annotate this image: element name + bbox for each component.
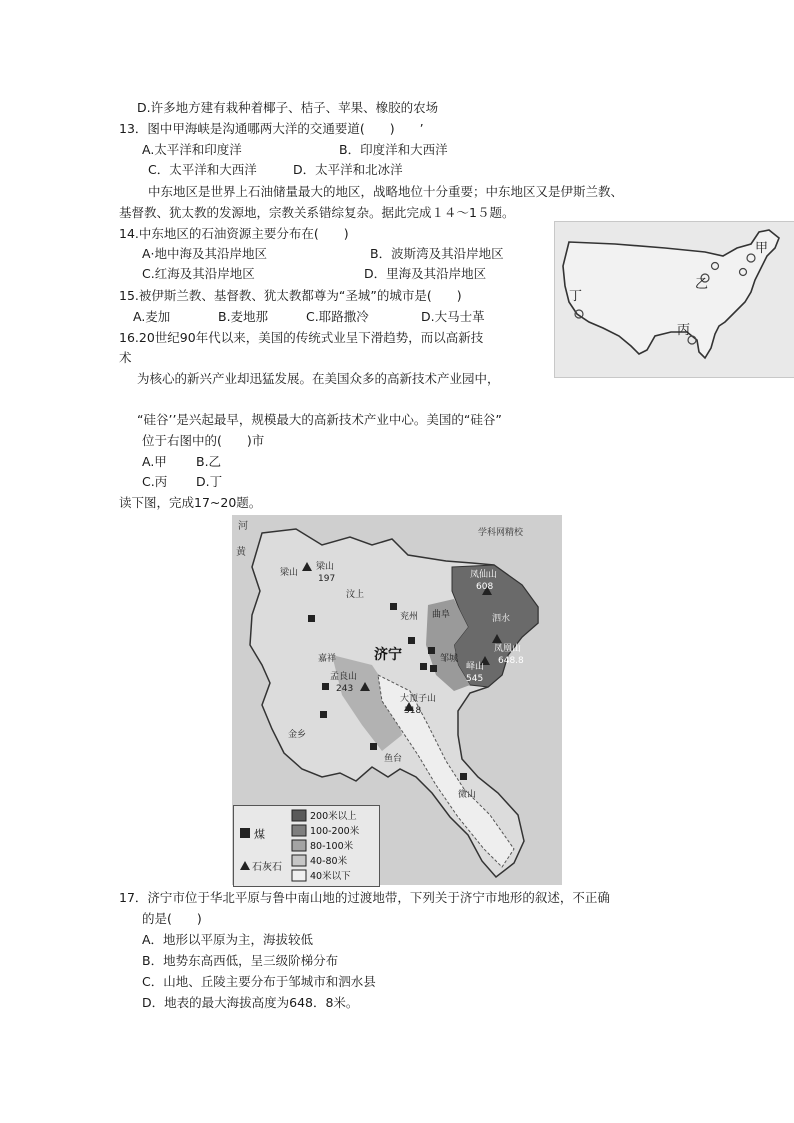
q14-option-a: A·地中海及其沿岸地区 <box>142 246 268 261</box>
q13-option-c: C．太平洋和大西洋 <box>148 162 257 177</box>
city-label-weishan: 微山 <box>458 790 477 800</box>
coal-marker <box>428 647 435 654</box>
coal-marker <box>322 683 329 690</box>
coal-marker <box>390 603 397 610</box>
q17-option-c: C．山地、丘陵主要分布于邹城市和泗水县 <box>142 974 376 989</box>
q17-line1: 17．济宁市位于华北平原与鲁中南山地的过渡地带，下列关于济宁市地形的叙述，不正确 <box>119 890 610 905</box>
q17-option-a: A．地形以平原为主，海拔较低 <box>142 932 314 947</box>
peak-elev-yishan: 545 <box>466 674 484 684</box>
peak-name-fenghuangshan: 凤凰山 <box>494 644 522 654</box>
city-label-yutai: 鱼台 <box>384 754 403 764</box>
coal-marker <box>370 743 377 750</box>
q16-line5: 位于右图中的( )市 <box>142 433 265 448</box>
legend-coal-symbol <box>240 828 250 838</box>
legend-limestone-label: 石灰石 <box>252 862 282 873</box>
legend-swatch-200 <box>292 810 306 821</box>
city-label-qufu: 曲阜 <box>432 610 451 620</box>
peak-elev-fenghuangshan: 648.8 <box>498 656 524 666</box>
q16-option-c: C.丙 <box>142 474 168 489</box>
q16-line1: 16.20世纪90年代以来，美国的传统式业呈下滑趋势，而以高新技 <box>119 330 484 345</box>
q13-option-d: D．太平洋和北冰洋 <box>293 162 403 177</box>
q14-stem: 14.中东地区的石油资源主要分布在( ) <box>119 226 349 241</box>
q17-line2: 的是( ) <box>142 911 202 926</box>
peak-name-mengliangshan: 孟良山 <box>330 672 358 682</box>
city-label-jiaxiang: 嘉祥 <box>318 654 337 664</box>
q15-option-b: B.麦地那 <box>218 309 269 324</box>
legend-band-label: 40米以下 <box>310 871 351 882</box>
coal-marker <box>420 663 427 670</box>
q16-option-d: D.丁 <box>196 474 223 489</box>
q15-stem: 15.被伊斯兰教、基督教、犹太教都尊为“圣城”的城市是( ) <box>119 288 462 303</box>
peak-name-dadingzishan: 大顶子山 <box>400 694 437 704</box>
q16-option-a: A.甲 <box>142 454 167 469</box>
peak-name-yishan: 峄山 <box>466 662 485 672</box>
peak-elev-liangshan: 197 <box>318 574 336 584</box>
legend-swatch-40 <box>292 855 306 866</box>
legend-coal-label: 煤 <box>254 828 265 841</box>
legend-band-label: 80-100米 <box>310 841 354 852</box>
peak-elev-dadingzishan: 318 <box>404 706 422 716</box>
legend-limestone-symbol <box>240 861 250 870</box>
coal-marker <box>308 615 315 622</box>
q16-line3: 为核心的新兴产业却迅猛发展。在美国众多的高新技术产业园中， <box>137 371 500 386</box>
coal-marker <box>408 637 415 644</box>
city-label-sishui: 泗水 <box>492 614 511 624</box>
city-label-jinxiang: 金乡 <box>288 730 307 740</box>
label-jia: 甲 <box>755 241 769 256</box>
q13-option-b: B．印度洋和大西洋 <box>339 142 448 157</box>
city-label-zoucheng: 邹城 <box>440 654 459 664</box>
q15-option-d: D.大马士革 <box>421 309 485 324</box>
legend-swatch-80 <box>292 840 306 851</box>
q12-option-d: D.许多地方建有栽种着椰子、桔子、苹果、橡胶的农场 <box>137 100 439 115</box>
label-yi: 乙 <box>695 277 709 292</box>
city-label-yanzhou: 兖州 <box>400 612 419 622</box>
peak-name-liangshan: 梁山 <box>316 562 335 572</box>
city-label-jining: 济宁 <box>374 647 402 663</box>
mideast-intro-line1: 中东地区是世界上石油储量最大的地区，战略地位十分重要；中东地区又是伊斯兰教、 <box>148 184 624 199</box>
q14-option-d: D．里海及其沿岸地区 <box>364 266 487 281</box>
label-bing: 丙 <box>677 323 691 338</box>
q13-stem: 13．图中甲海峡是沟通哪两大洋的交通要道( ) ’ <box>119 121 424 136</box>
legend-band-label: 200米以上 <box>310 811 357 822</box>
q15-option-c: C.耶路撒冷 <box>306 309 369 324</box>
coal-marker <box>430 665 437 672</box>
q14-option-b: B．波斯湾及其沿岸地区 <box>370 246 504 261</box>
legend-swatch-below40 <box>292 870 306 881</box>
legend-band-label: 40-80米 <box>310 856 348 867</box>
q16-line2: 术 <box>119 350 132 365</box>
q16-line4: “硅谷’’是兴起最早，规模最大的高新技术产业中心。美国的“硅谷” <box>137 412 502 427</box>
us-outline <box>563 230 779 358</box>
peak-name-fengxianshan: 凤仙山 <box>470 570 498 580</box>
watermark: 学科网精校 <box>478 528 524 538</box>
coal-marker <box>320 711 327 718</box>
map-legend <box>233 805 380 887</box>
q14-option-c: C.红海及其沿岸地区 <box>142 266 255 281</box>
legend-swatch-100 <box>292 825 306 836</box>
label-ding: 丁 <box>569 289 583 304</box>
city-label-liangshan: 梁山 <box>280 568 299 578</box>
peak-elev-mengliangshan: 243 <box>336 684 354 694</box>
city-label-wenshang: 汶上 <box>346 590 365 600</box>
q17-option-b: B．地势东高西低，呈三级阶梯分布 <box>142 953 339 968</box>
corner-label-huang: 黄 <box>236 547 246 558</box>
q17-option-d: D．地表的最大海拔高度为648．8米。 <box>142 995 359 1010</box>
q15-option-a: A.麦加 <box>133 309 171 324</box>
map-intro: 读下图，完成17~20题。 <box>119 495 262 510</box>
legend-band-label: 100-200米 <box>310 826 360 837</box>
corner-label-he: 河 <box>238 521 248 532</box>
peak-elev-fengxianshan: 608 <box>476 582 494 592</box>
us-map <box>554 221 794 378</box>
mideast-intro-line2: 基督教、犹太教的发源地，宗教关系错综复杂。据此完成１４～1５题。 <box>119 205 515 220</box>
q13-option-a: A.太平洋和印度洋 <box>142 142 242 157</box>
q16-option-b: B.乙 <box>196 454 222 469</box>
coal-marker <box>460 773 467 780</box>
